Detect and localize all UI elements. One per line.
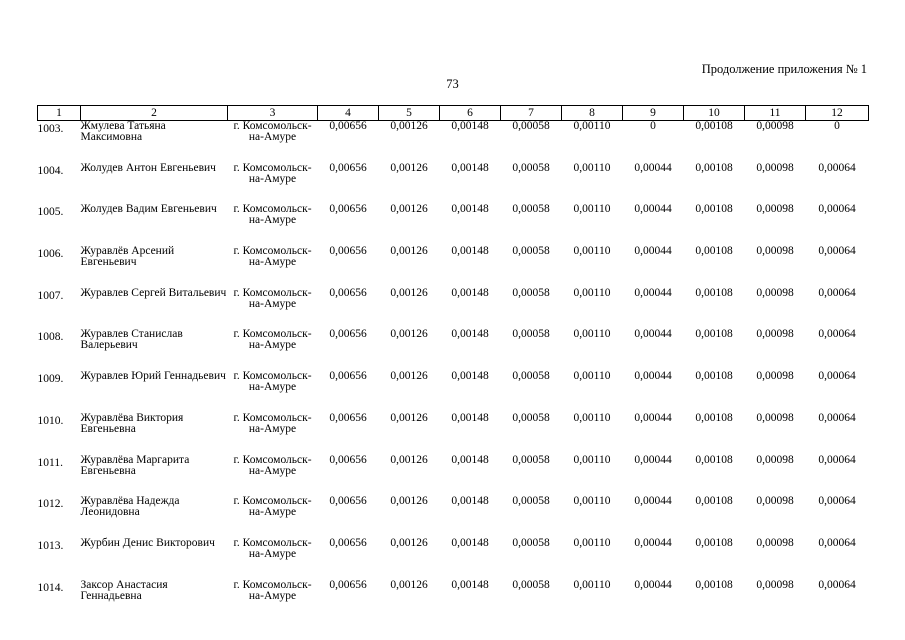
value-cell-col-8: 0,00110 xyxy=(573,328,611,341)
value-cell-col-12: 0 xyxy=(834,120,840,132)
value-cell-col-4: 0,00656 xyxy=(329,453,367,466)
value-cell-col-12: 0,00064 xyxy=(818,411,856,424)
value-cell-col-4: 0,00656 xyxy=(329,328,367,341)
value-cell-col-10: 0,00108 xyxy=(695,161,733,174)
value-cell-col-10: 0,00108 xyxy=(695,245,733,258)
city: г. Комсомольск-на-Амуре xyxy=(233,453,312,477)
column-header-3: 3 xyxy=(228,106,318,121)
value-cell-col-11: 0,00098 xyxy=(756,370,794,383)
value-cell-col-12: 0,00064 xyxy=(818,536,856,549)
value-cell-col-8: 0,00110 xyxy=(573,203,611,216)
value-cell-col-7: 0,00058 xyxy=(512,370,550,383)
value-cell-col-5: 0,00126 xyxy=(390,328,428,341)
table-row xyxy=(38,163,869,205)
value-cell-col-12: 0,00064 xyxy=(818,578,856,591)
table-body xyxy=(38,121,869,622)
person-name: Заксор Анастасия Геннадьевна xyxy=(80,578,168,602)
city: г. Комсомольск-на-Амуре xyxy=(233,245,312,269)
value-cell-col-8: 0,00110 xyxy=(573,578,611,591)
appendix-note: Продолжение приложения № 1 xyxy=(701,62,867,76)
value-cell-col-6: 0,00148 xyxy=(451,203,489,216)
value-cell-col-6: 0,00148 xyxy=(451,120,489,132)
value-cell-col-6: 0,00148 xyxy=(451,370,489,383)
value-cell-col-6: 0,00148 xyxy=(451,161,489,174)
value-cell-col-11: 0,00098 xyxy=(756,120,794,132)
value-cell-col-9: 0,00044 xyxy=(634,161,672,174)
value-cell-col-12: 0,00064 xyxy=(818,453,856,466)
value-cell-col-10: 0,00108 xyxy=(695,578,733,591)
city: г. Комсомольск-на-Амуре xyxy=(233,161,312,185)
value-cell-col-4: 0,00656 xyxy=(329,578,367,591)
person-name: Журавлёва Надежда Леонидовна xyxy=(80,495,180,519)
row-number: 1004. xyxy=(37,164,64,177)
value-cell-col-5: 0,00126 xyxy=(390,411,428,424)
value-cell-col-7: 0,00058 xyxy=(512,453,550,466)
value-cell-col-10: 0,00108 xyxy=(695,286,733,299)
row-number: 1009. xyxy=(37,373,64,386)
row-number: 1008. xyxy=(37,331,64,344)
value-cell-col-11: 0,00098 xyxy=(756,453,794,466)
data-table xyxy=(37,105,869,621)
value-cell-col-11: 0,00098 xyxy=(756,203,794,216)
value-cell-col-6: 0,00148 xyxy=(451,453,489,466)
row-number: 1011. xyxy=(37,456,63,469)
table-row xyxy=(38,455,869,497)
table-row xyxy=(38,204,869,246)
column-header-12: 12 xyxy=(806,106,869,121)
column-header-8: 8 xyxy=(562,106,623,121)
value-cell-col-11: 0,00098 xyxy=(756,286,794,299)
row-number: 1007. xyxy=(37,289,64,302)
value-cell-col-10: 0,00108 xyxy=(695,203,733,216)
city: г. Комсомольск-на-Амуре xyxy=(233,495,312,519)
value-cell-col-5: 0,00126 xyxy=(390,370,428,383)
value-cell-col-4: 0,00656 xyxy=(329,411,367,424)
value-cell-col-7: 0,00058 xyxy=(512,286,550,299)
value-cell-col-7: 0,00058 xyxy=(512,536,550,549)
value-cell-col-12: 0,00064 xyxy=(818,286,856,299)
table-row xyxy=(38,580,869,622)
page-number: 73 xyxy=(446,77,459,91)
value-cell-col-8: 0,00110 xyxy=(573,411,611,424)
row-number: 1013. xyxy=(37,539,64,552)
column-header-5: 5 xyxy=(379,106,440,121)
value-cell-col-10: 0,00108 xyxy=(695,536,733,549)
value-cell-col-5: 0,00126 xyxy=(390,286,428,299)
column-header-10: 10 xyxy=(684,106,745,121)
value-cell-col-9: 0,00044 xyxy=(634,370,672,383)
value-cell-col-10: 0,00108 xyxy=(695,411,733,424)
value-cell-col-11: 0,00098 xyxy=(756,411,794,424)
table-row xyxy=(38,121,869,163)
value-cell-col-7: 0,00058 xyxy=(512,578,550,591)
value-cell-col-12: 0,00064 xyxy=(818,245,856,258)
value-cell-col-9: 0,00044 xyxy=(634,286,672,299)
value-cell-col-4: 0,00656 xyxy=(329,245,367,258)
value-cell-col-4: 0,00656 xyxy=(329,495,367,508)
row-number: 1012. xyxy=(37,498,64,511)
value-cell-col-5: 0,00126 xyxy=(390,203,428,216)
value-cell-col-8: 0,00110 xyxy=(573,453,611,466)
column-header-6: 6 xyxy=(440,106,501,121)
table-row xyxy=(38,329,869,371)
row-number: 1010. xyxy=(37,414,64,427)
column-header-11: 11 xyxy=(745,106,806,121)
value-cell-col-10: 0,00108 xyxy=(695,495,733,508)
value-cell-col-11: 0,00098 xyxy=(756,495,794,508)
table-row xyxy=(38,371,869,413)
column-header-9: 9 xyxy=(623,106,684,121)
value-cell-col-4: 0,00656 xyxy=(329,203,367,216)
value-cell-col-7: 0,00058 xyxy=(512,495,550,508)
value-cell-col-5: 0,00126 xyxy=(390,578,428,591)
value-cell-col-10: 0,00108 xyxy=(695,120,733,132)
value-cell-col-9: 0,00044 xyxy=(634,578,672,591)
value-cell-col-4: 0,00656 xyxy=(329,536,367,549)
value-cell-col-9: 0 xyxy=(650,120,656,132)
value-cell-col-6: 0,00148 xyxy=(451,411,489,424)
city: г. Комсомольск-на-Амуре xyxy=(233,536,312,560)
column-header-1: 1 xyxy=(38,106,81,121)
value-cell-col-6: 0,00148 xyxy=(451,245,489,258)
value-cell-col-12: 0,00064 xyxy=(818,328,856,341)
value-cell-col-12: 0,00064 xyxy=(818,370,856,383)
person-name: Журавлев Юрий Геннадьевич xyxy=(80,370,226,383)
value-cell-col-6: 0,00148 xyxy=(451,536,489,549)
value-cell-col-7: 0,00058 xyxy=(512,203,550,216)
city: г. Комсомольск-на-Амуре xyxy=(233,578,312,602)
value-cell-col-9: 0,00044 xyxy=(634,328,672,341)
value-cell-col-11: 0,00098 xyxy=(756,245,794,258)
column-header-7: 7 xyxy=(501,106,562,121)
person-name: Журавлёва Виктория Евгеньевна xyxy=(80,411,184,435)
column-header-2: 2 xyxy=(81,106,228,121)
value-cell-col-7: 0,00058 xyxy=(512,411,550,424)
row-number: 1003. xyxy=(37,123,64,135)
value-cell-col-8: 0,00110 xyxy=(573,495,611,508)
value-cell-col-8: 0,00110 xyxy=(573,120,611,132)
value-cell-col-7: 0,00058 xyxy=(512,120,550,132)
value-cell-col-10: 0,00108 xyxy=(695,453,733,466)
value-cell-col-6: 0,00148 xyxy=(451,328,489,341)
value-cell-col-8: 0,00110 xyxy=(573,286,611,299)
city: г. Комсомольск-на-Амуре xyxy=(233,328,312,352)
value-cell-col-10: 0,00108 xyxy=(695,370,733,383)
value-cell-col-4: 0,00656 xyxy=(329,120,367,132)
column-header-4: 4 xyxy=(318,106,379,121)
table-row xyxy=(38,496,869,538)
city: г. Комсомольск-на-Амуре xyxy=(233,203,312,227)
person-name: Журавлев Станислав Валерьевич xyxy=(80,328,183,352)
value-cell-col-5: 0,00126 xyxy=(390,453,428,466)
value-cell-col-12: 0,00064 xyxy=(818,203,856,216)
value-cell-col-6: 0,00148 xyxy=(451,286,489,299)
value-cell-col-5: 0,00126 xyxy=(390,536,428,549)
table-row xyxy=(38,288,869,330)
value-cell-col-4: 0,00656 xyxy=(329,370,367,383)
value-cell-col-5: 0,00126 xyxy=(390,245,428,258)
value-cell-col-8: 0,00110 xyxy=(573,245,611,258)
value-cell-col-9: 0,00044 xyxy=(634,536,672,549)
row-number: 1014. xyxy=(37,581,64,594)
value-cell-col-4: 0,00656 xyxy=(329,286,367,299)
value-cell-col-11: 0,00098 xyxy=(756,578,794,591)
header-row xyxy=(38,106,869,121)
value-cell-col-7: 0,00058 xyxy=(512,245,550,258)
value-cell-col-12: 0,00064 xyxy=(818,161,856,174)
person-name: Жолудев Вадим Евгеньевич xyxy=(80,203,217,216)
value-cell-col-9: 0,00044 xyxy=(634,203,672,216)
value-cell-col-12: 0,00064 xyxy=(818,495,856,508)
city: г. Комсомольск-на-Амуре xyxy=(233,120,312,143)
person-name: Журавлев Сергей Витальевич xyxy=(80,286,227,299)
table-row xyxy=(38,246,869,288)
value-cell-col-4: 0,00656 xyxy=(329,161,367,174)
value-cell-col-10: 0,00108 xyxy=(695,328,733,341)
value-cell-col-5: 0,00126 xyxy=(390,495,428,508)
value-cell-col-9: 0,00044 xyxy=(634,411,672,424)
city: г. Комсомольск-на-Амуре xyxy=(233,411,312,435)
person-name: Журбин Денис Викторович xyxy=(80,536,215,549)
table-row xyxy=(38,538,869,580)
value-cell-col-9: 0,00044 xyxy=(634,495,672,508)
person-name: Жолудев Антон Евгеньевич xyxy=(80,161,216,174)
city: г. Комсомольск-на-Амуре xyxy=(233,370,312,394)
value-cell-col-5: 0,00126 xyxy=(390,161,428,174)
person-name: Журавлёв Арсений Евгеньевич xyxy=(80,245,175,269)
value-cell-col-9: 0,00044 xyxy=(634,245,672,258)
value-cell-col-5: 0,00126 xyxy=(390,120,428,132)
person-name: Журавлёва Маргарита Евгеньевна xyxy=(80,453,190,477)
city: г. Комсомольск-на-Амуре xyxy=(233,286,312,310)
value-cell-col-6: 0,00148 xyxy=(451,578,489,591)
person-name: Жмулева Татьяна Максимовна xyxy=(80,120,166,143)
value-cell-col-11: 0,00098 xyxy=(756,536,794,549)
value-cell-col-6: 0,00148 xyxy=(451,495,489,508)
value-cell-col-7: 0,00058 xyxy=(512,328,550,341)
value-cell-col-8: 0,00110 xyxy=(573,161,611,174)
value-cell-col-8: 0,00110 xyxy=(573,536,611,549)
row-number: 1006. xyxy=(37,248,64,261)
value-cell-col-9: 0,00044 xyxy=(634,453,672,466)
table-row xyxy=(38,413,869,455)
value-cell-col-11: 0,00098 xyxy=(756,161,794,174)
value-cell-col-8: 0,00110 xyxy=(573,370,611,383)
row-number: 1005. xyxy=(37,206,64,219)
value-cell-col-7: 0,00058 xyxy=(512,161,550,174)
value-cell-col-11: 0,00098 xyxy=(756,328,794,341)
